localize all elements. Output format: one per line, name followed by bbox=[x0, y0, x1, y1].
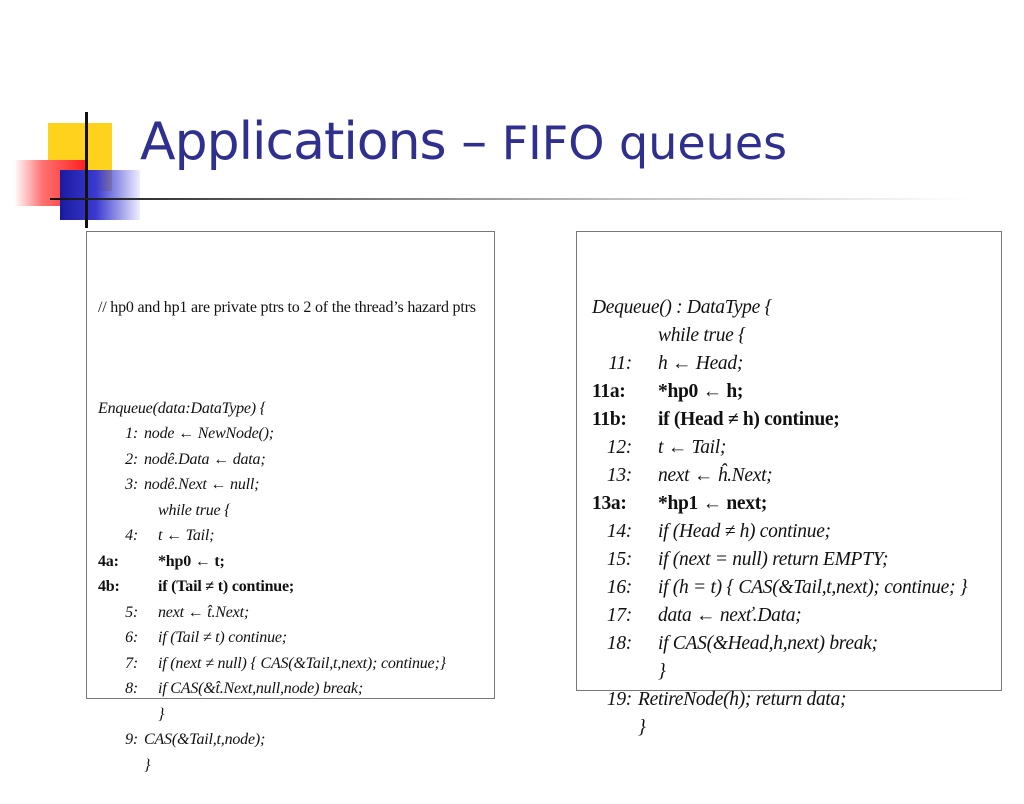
dequeue-line-text: RetireNode(h); return data; bbox=[638, 689, 847, 710]
enqueue-line-number: 8: bbox=[125, 680, 138, 697]
enqueue-line-number: 5: bbox=[125, 603, 138, 621]
enqueue-code bbox=[98, 244, 476, 804]
slide-title-sub: FIFO queues bbox=[501, 116, 788, 170]
dequeue-line-text: if (next = null) return EMPTY; bbox=[658, 549, 889, 570]
dequeue-lines bbox=[592, 294, 967, 742]
dequeue-line-text: while true { bbox=[658, 325, 746, 346]
dequeue-line-text: Dequeue() : DataType { bbox=[592, 297, 773, 318]
dequeue-line bbox=[592, 658, 967, 686]
dequeue-line-text: h ← Head; bbox=[658, 353, 744, 374]
title-underline bbox=[50, 198, 970, 200]
dequeue-line bbox=[592, 686, 967, 714]
enqueue-line-number: 4b: bbox=[98, 578, 120, 595]
enqueue-line bbox=[98, 753, 476, 779]
decor-vertical-line bbox=[85, 112, 88, 228]
enqueue-line bbox=[98, 651, 476, 677]
enqueue-line bbox=[98, 472, 476, 498]
dequeue-line-number: 11a: bbox=[592, 381, 626, 402]
enqueue-line bbox=[98, 676, 476, 702]
dequeue-line-number: 16: bbox=[606, 577, 632, 598]
dequeue-line-text: t ← Tail; bbox=[658, 437, 727, 458]
enqueue-line-number: 4a: bbox=[98, 552, 119, 570]
dequeue-line-number: 13a: bbox=[592, 493, 627, 514]
dequeue-line-text: } bbox=[658, 661, 666, 682]
dequeue-line bbox=[592, 602, 967, 630]
enqueue-line-number: 7: bbox=[125, 654, 138, 672]
enqueue-line-text: if (Tail ≠ t) continue; bbox=[158, 578, 295, 595]
dequeue-line-text: } bbox=[638, 717, 646, 738]
enqueue-line bbox=[98, 727, 476, 753]
enqueue-line-text: } bbox=[144, 756, 151, 774]
enqueue-line bbox=[98, 600, 476, 626]
dequeue-line-number: 11: bbox=[608, 353, 632, 374]
dequeue-line-text: *hp1 ← next; bbox=[658, 493, 768, 514]
dequeue-line bbox=[592, 406, 967, 434]
enqueue-line-text: next ← t̂.Next; bbox=[158, 603, 249, 621]
slide-title-main: Applications – bbox=[140, 112, 502, 172]
dequeue-line bbox=[592, 630, 967, 658]
enqueue-line-number: 3: bbox=[125, 476, 138, 493]
enqueue-line-number: 6: bbox=[125, 629, 138, 646]
dequeue-line-number: 11b: bbox=[592, 409, 627, 430]
enqueue-line-text: CAS(&Tail,t,node); bbox=[144, 731, 266, 748]
enqueue-line-text: if (Tail ≠ t) continue; bbox=[158, 629, 287, 646]
dequeue-line-number: 18: bbox=[606, 633, 632, 654]
enqueue-line-text: nodê.Next ← null; bbox=[144, 476, 260, 493]
enqueue-line bbox=[98, 396, 476, 422]
enqueue-line-text: if CAS(&t̂.Next,null,node) break; bbox=[158, 680, 363, 697]
enqueue-line-text: while true { bbox=[158, 501, 231, 519]
enqueue-line-text: } bbox=[158, 705, 165, 723]
dequeue-code bbox=[592, 238, 967, 770]
enqueue-line bbox=[98, 574, 476, 600]
dequeue-line-number: 17: bbox=[606, 605, 632, 626]
dequeue-line-text: if (h = t) { CAS(&Tail,t,next); continue; } bbox=[658, 577, 968, 598]
enqueue-line-text: nodê.Data ← data; bbox=[144, 450, 266, 468]
enqueue-line-text: if (next ≠ null) { CAS(&Tail,t,next); continue;} bbox=[158, 654, 446, 672]
decor-blue-square bbox=[60, 170, 140, 220]
slide-title bbox=[140, 112, 787, 172]
enqueue-line-text: *hp0 ← t; bbox=[158, 552, 225, 570]
dequeue-line bbox=[592, 462, 967, 490]
dequeue-line bbox=[592, 518, 967, 546]
dequeue-line-text: if (Head ≠ h) continue; bbox=[658, 521, 831, 542]
enqueue-line-number: 1: bbox=[125, 425, 138, 442]
enqueue-line-text: node ← NewNode(); bbox=[144, 425, 274, 442]
enqueue-line bbox=[98, 447, 476, 473]
dequeue-line-number: 15: bbox=[606, 549, 632, 570]
enqueue-comment: // hp0 and hp1 are private ptrs to 2 of the thread’s hazard ptrs bbox=[98, 299, 476, 316]
dequeue-line-text: next ← ĥ.Next; bbox=[658, 465, 773, 486]
dequeue-line bbox=[592, 294, 967, 322]
enqueue-line-number: 9: bbox=[125, 731, 138, 748]
enqueue-line bbox=[98, 421, 476, 447]
enqueue-line bbox=[98, 702, 476, 728]
dequeue-line-number: 19: bbox=[606, 689, 632, 710]
enqueue-line-number: 4: bbox=[125, 527, 138, 544]
enqueue-line bbox=[98, 625, 476, 651]
enqueue-line bbox=[98, 523, 476, 549]
dequeue-line-number: 12: bbox=[606, 437, 632, 458]
dequeue-line-text: *hp0 ← h; bbox=[658, 381, 744, 402]
dequeue-line bbox=[592, 490, 967, 518]
dequeue-line-text: if CAS(&Head,h,next) break; bbox=[658, 633, 878, 654]
enqueue-line-number: 2: bbox=[125, 450, 138, 468]
enqueue-line bbox=[98, 498, 476, 524]
dequeue-line bbox=[592, 714, 967, 742]
enqueue-line bbox=[98, 549, 476, 575]
dequeue-line-number: 14: bbox=[606, 521, 632, 542]
enqueue-lines bbox=[98, 396, 476, 779]
dequeue-line bbox=[592, 322, 967, 350]
dequeue-line bbox=[592, 350, 967, 378]
dequeue-line bbox=[592, 434, 967, 462]
dequeue-line-text: if (Head ≠ h) continue; bbox=[658, 409, 840, 430]
enqueue-line-text: Enqueue(data:DataType) { bbox=[98, 399, 266, 417]
dequeue-line-number: 13: bbox=[606, 465, 632, 486]
dequeue-line-text: data ← nexť.Data; bbox=[658, 605, 802, 626]
dequeue-line bbox=[592, 574, 967, 602]
dequeue-line bbox=[592, 378, 967, 406]
dequeue-line bbox=[592, 546, 967, 574]
enqueue-line-text: t ← Tail; bbox=[158, 527, 215, 544]
